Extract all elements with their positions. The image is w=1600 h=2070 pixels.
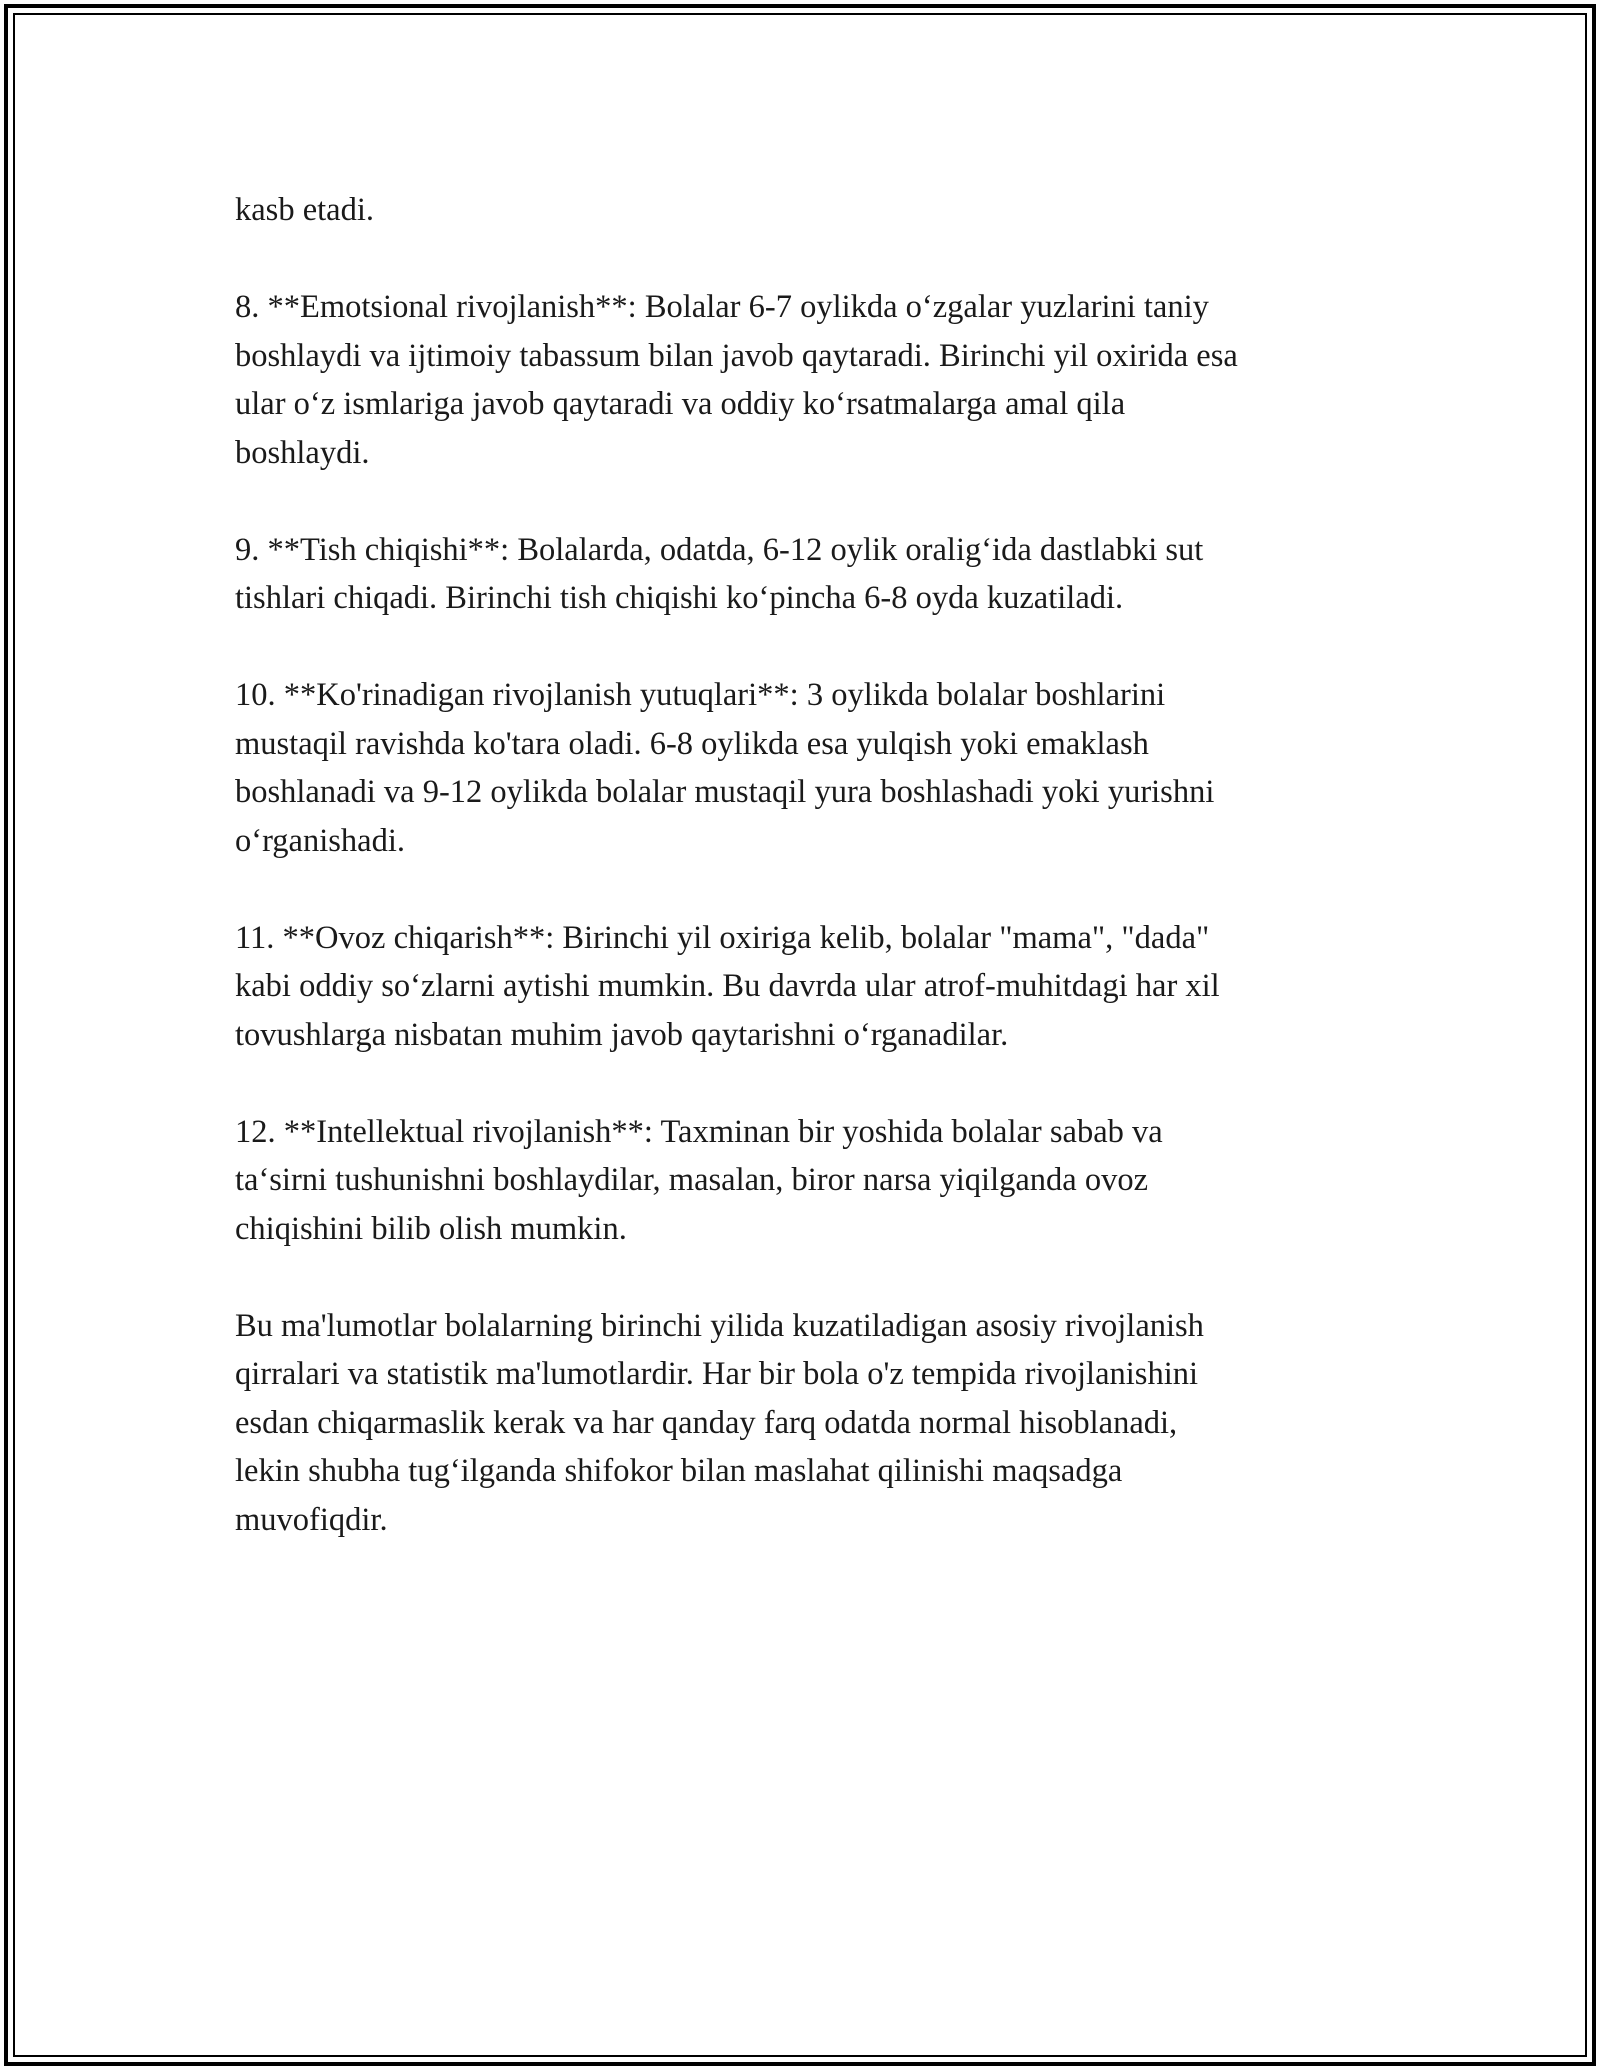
paragraph-visible-milestones: 10. **Ko'rinadigan rivojlanish yutuqlari**: 3 oylikda bolalar boshlarini mustaqil ravishda ko'tara oladi. 6-8 oylikda esa yulqish yoki emaklash boshlanadi va 9-12 oylikda bolalar mustaqil yura boshlashadi yoki yurishni o‘rganishadi. [235, 677, 1215, 859]
paragraph-continuation: kasb etadi. [235, 192, 374, 228]
paragraph-intellectual-development: 12. **Intellektual rivojlanish**: Taxminan bir yoshida bolalar sabab va ta‘sirni tushunishni boshlaydilar, masalan, biror narsa yiqilganda ovoz chiqishini bilib olish mumkin. [235, 1113, 1163, 1247]
paragraph-conclusion: Bu ma'lumotlar bolalarning birinchi yilida kuzatiladigan asosiy rivojlanish qirralari va statistik ma'lumotlardir. Har bir bola o'z tempida rivojlanishini esdan chiqarmaslik kerak va har qanday farq odatda normal hisoblanadi, lekin shubha tug‘ilganda shifokor bilan maslahat qilinishi maqsadga muvofiqdir. [235, 1307, 1204, 1538]
paragraph-teething: 9. **Tish chiqishi**: Bolalarda, odatda, 6-12 oylik oralig‘ida dastlabki sut tishlari chiqadi. Birinchi tish chiqishi ko‘pincha 6-8 oyda kuzatiladi. [235, 531, 1204, 616]
paragraph-emotional-development: 8. **Emotsional rivojlanish**: Bolalar 6-7 oylikda o‘zgalar yuzlarini taniy boshlaydi va ijtimoiy tabassum bilan javob qaytaradi. Birinchi yil oxirida esa ular o‘z ismlariga javob qaytaradi va oddiy ko‘rsatmalarga amal qila boshlaydi. [235, 289, 1238, 471]
document-body [235, 186, 1365, 1593]
paragraph-vocalization: 11. **Ovoz chiqarish**: Birinchi yil oxiriga kelib, bolalar "mama", "dada" kabi oddiy so‘zlarni aytishi mumkin. Bu davrda ular atrof-muhitdagi har xil tovushlarga nisbatan muhim javob qaytarishni o‘rganadilar. [235, 919, 1220, 1053]
